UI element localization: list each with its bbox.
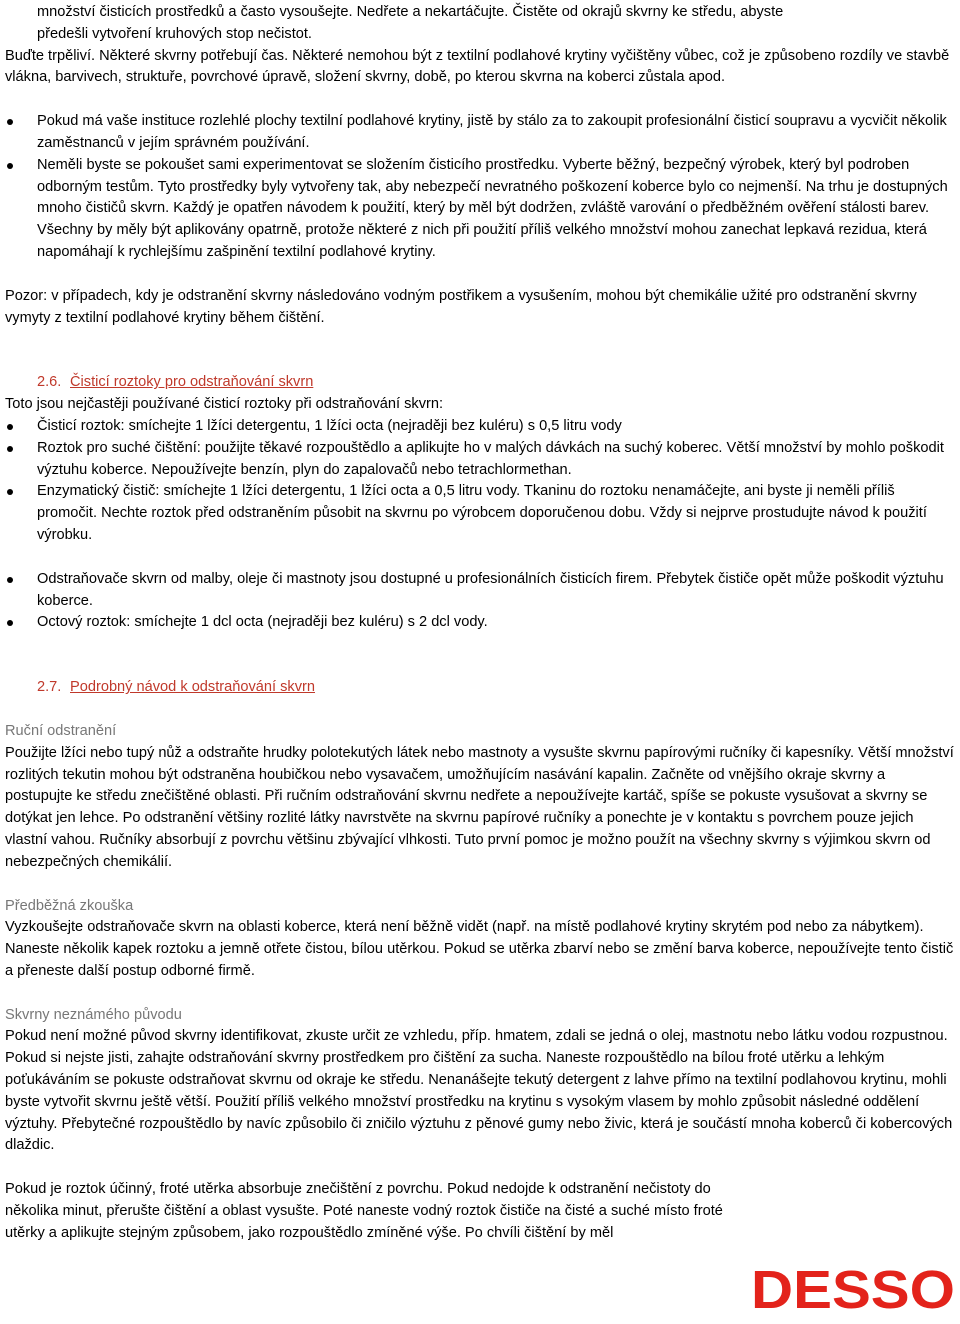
subheading-pretest: Předběžná zkouška [5,897,134,914]
solutions-list [5,416,955,547]
solutions-intro: Toto jsou nejčastěji používané čisticí roztoky při odstraňování skvrn: [5,396,444,413]
list-item: Odstraňovače skvrn od malby, oleje či mastnoty jsou dostupné u profesionálních čisticích firem. Přebytek čističe opět může poškodit výztuhu koberce. [5,569,955,613]
unknown-paragraph: Pokud není možné původ skvrny identifikovat, zkuste určit ze vzhledu, příp. hmatem, zdali se jedná o olej, mastnotu nebo látku vodou rozpustnou. Pokud si nejste jisti, zahajte odstraňování skvrny prostředkem pro čištění za sucha. Naneste rozpouštědlo na bílou froté utěrku a lehkým poťukáváním se pokuste odstraňovat skvrnu od okraje ke středu. Nenanášejte tekutý detergent z lahve přímo na textilní podlahovou krytinu, mohli byste vytvořit skvrnu ještě větší. Použití příliš velkého množství prostředku na krytinu s vysokým vlasem by mohlo způsobit následné oddělení výztuhy. Přebytečné rozpouštědlo by navíc způsobilo či zničilo výztuhu z pěnové gumy nebo živic, která je součástí mnoha koberců či kobercových dlaždic. [5,1028,953,1154]
intro-line-2: předešli vytvoření kruhových stop nečistot. [37,25,312,42]
manual-paragraph: Použijte lžíci nebo tupý nůž a odstraňte hrudky polotekutých látek nebo mastnoty a vysušte skvrnu papírovými ručníky či kapesníky. Větší množství rozlitých tekutin mohou být odstraněna houbičkou nebo vysavačem, umožňujícím nasávání kapalin. Začněte od vnějšího okraje skvrny a postupujte ke středu znečištěné oblasti. Při ručním odstraňování skvrnu nedřete a nepoužívejte kartáč, spíše se pokuste vysušovat a skvrny se dotýkat jen lehce. Po odstranění většiny rozlité látky navrstvěte na skvrnu papírové ručníky a ponechte je v kontaktu s povrchem pouze jejich vlastní vahou. Ručníky absorbují z povrchu většinu zbývající vlhkosti. Tuto první pomoc je možno použít na všechny skvrny s výjimkou skvrn od nebezpečných chemikálií. [5,744,954,870]
list-item: Pokud má vaše instituce rozlehlé plochy textilní podlahové krytiny, jistě by stálo za to zakoupit profesionální čisticí soupravu a vycvičit několik zaměstnanců v jejím správném používání. [5,111,955,155]
list-item: Neměli byste se pokoušet sami experimentovat se složením čisticího prostředku. Vyberte běžný, bezpečný výrobek, který byl podroben odborným testům. Tyto prostředky byly vytvořeny tak, aby nebezpečí nevratného poškození koberce bylo co nejmenší. Na trhu je dostupných mnoho čističů skvrn. Každý je opatřen návodem k použití, který by měl být dodržen, zvláště varování o předběžném ověření stálosti barev. Všechny by měly být aplikovány opatrně, protože některé z nich při použití příliš velkého množství mohou zanechat lepkavá rezidua, která napomáhají k rychlejšímu zašpinění textilní podlahové krytiny. [5,155,955,264]
list-item: Roztok pro suché čištění: použijte těkavé rozpouštědlo a aplikujte ho v malých dávkách na suchý koberec. Větší množství by mohlo poškodit výztuhu koberce. Nepoužívejte benzín, plyn do zapalovačů nebo tetrachlormethan. [5,438,955,482]
patience-paragraph: Buďte trpěliví. Některé skvrny potřebují čas. Některé nemohou být z textilní podlahové krytiny vyčištěny vůbec, což je způsobeno rozdíly ve stavbě vlákna, barvivech, struktuře, povrchové úpravě, složení skvrny, době, po kterou skvrna na koberci zůstala apod. [5,47,950,86]
desso-logo [748,1260,958,1316]
section-title: Podrobný návod k odstraňování skvrn [70,679,315,696]
list-item: Čisticí roztok: smíchejte 1 lžíci detergentu, 1 lžíci octa (nejraději bez kuléru) s 0,5 litru vody [5,416,955,438]
subheading-unknown: Skvrny neznámého původu [5,1006,182,1023]
document-page [5,2,955,1245]
list-item: Enzymatický čistič: smíchejte 1 lžíci detergentu, 1 lžíci octa a 0,5 litru vody. Tkaninu do roztoku nenamáčejte, ani byste ji neměli příliš promočit. Nechte roztok před odstraněním působit na skvrnu po výrobcem doporučenou dobu. Vždy si nejprve prostudujte návod k použití výrobku. [5,481,955,546]
advice-list [5,111,955,264]
list-item: Octový roztok: smíchejte 1 dcl octa (nejraději bez kuléru) s 2 dcl vody. [5,612,955,634]
subheading-manual: Ruční odstranění [5,722,117,739]
intro-line-1: množství čisticích prostředků a často vysoušejte. Nedřete a nekartáčujte. Čistěte od okrajů skvrny ke středu, abyste [37,4,784,20]
section-heading-2-7 [5,677,955,699]
section-title: Čisticí roztoky pro odstraňování skvrn [70,374,314,391]
section-heading-2-6 [5,372,955,394]
svg-text:DESSO: DESSO [751,1260,955,1316]
warning-paragraph: Pozor: v případech, kdy je odstranění skvrny následováno vodným postřikem a vysušením, mohou být chemikálie užité pro odstranění skvrny vymyty z textilní podlahové krytiny během čištění. [5,287,917,326]
pretest-paragraph: Vyzkoušejte odstraňovače skvrn na oblasti koberce, která není běžně vidět (např. na místě podlahové krytiny skrytém pod nebo za nábytkem). Naneste několik kapek roztoku a jemně otřete čistou, bílou utěrkou. Pokud se utěrka zbarví nebo se změní barva koberce, nepoužívejte tento čistič a přeneste další postup odborné firmě. [5,919,954,979]
solutions-list-continued [5,569,955,634]
section-number: 2.7. [37,679,62,696]
final-paragraph: Pokud je roztok účinný, froté utěrka absorbuje znečištění z povrchu. Pokud nedojde k odstranění nečistoty do několika minut, přerušte čištění a oblast vysušte. Poté naneste vodný roztok čističe na čisté a suché místo froté utěrky a aplikujte stejným způsobem, jako rozpouštědlo zmíněné výše. Po chvíli čištění by měl [5,1181,723,1241]
section-number: 2.6. [37,374,62,391]
